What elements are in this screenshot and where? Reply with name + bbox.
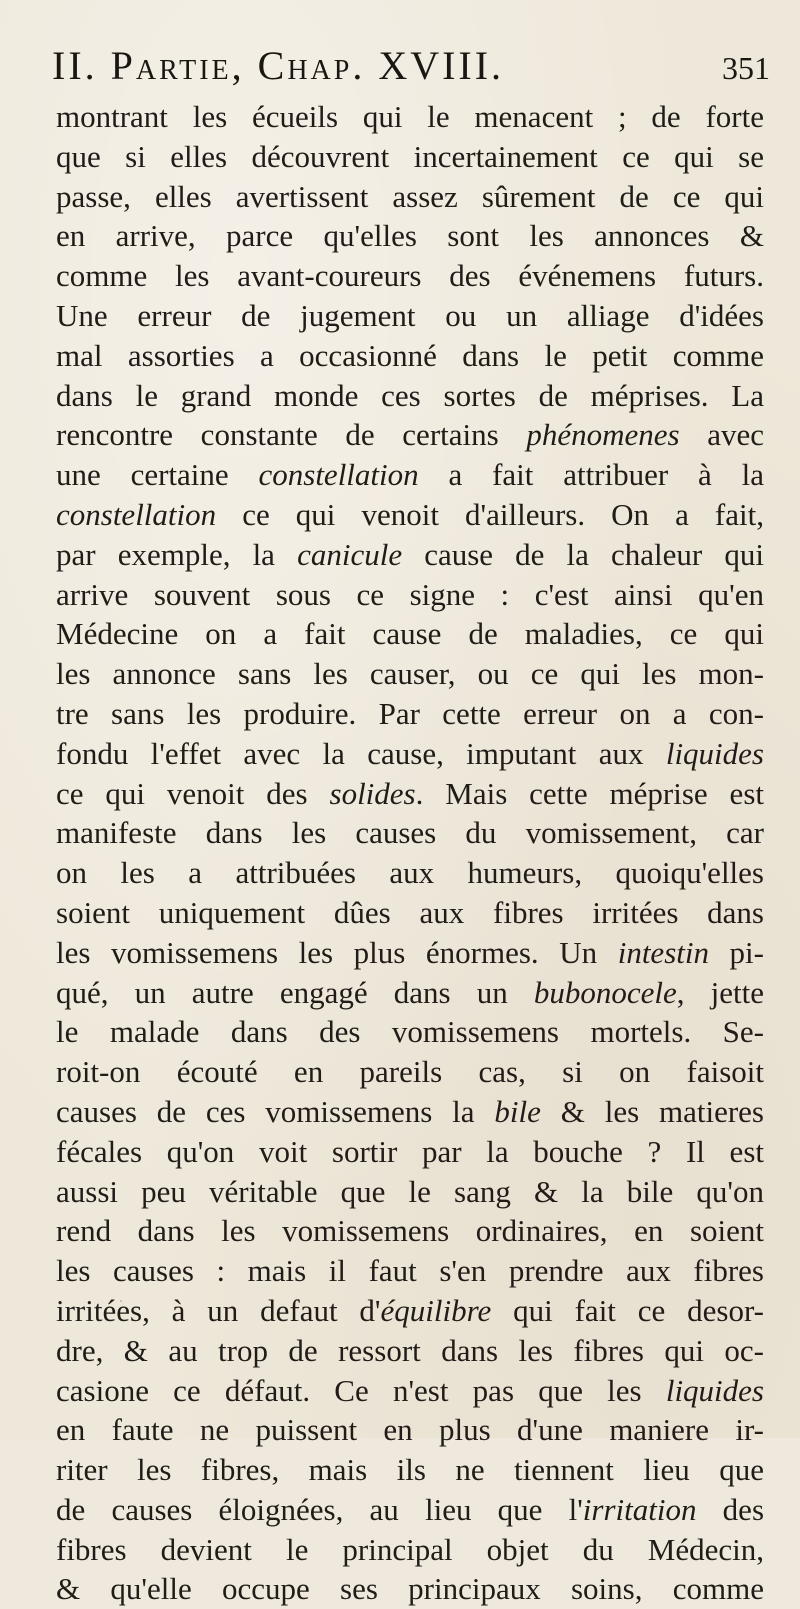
text-line [56, 296, 764, 336]
text-run: Médecine on a fait cause de maladies, ce qui [56, 616, 764, 652]
italic-term: canicule [297, 536, 403, 572]
text-run: tre sans les produire. Par cette erreur on a con- [56, 695, 764, 731]
text-line [56, 1331, 764, 1371]
text-run: qué, un autre engagé dans un [56, 974, 534, 1010]
text-run: on les a attribuées aux humeurs, quoiqu'elles [56, 855, 764, 891]
text-run: & les matieres [540, 1093, 764, 1129]
text-run: fibres devient le principal objet du Médecin, [56, 1531, 764, 1567]
text-run: ce qui venoit des [56, 775, 330, 811]
text-run: de causes éloignées, au lieu que l' [56, 1491, 583, 1527]
italic-term: solides [329, 775, 416, 811]
text-run: roit-on écouté en pareils cas, si on faisoit [56, 1054, 764, 1090]
text-run: les vomissemens les plus énormes. Un [56, 934, 618, 970]
running-head-title: II. Partie, Chap. XVIII. [52, 43, 505, 88]
text-run: en faute ne puissent en plus d'une maniere ir- [56, 1412, 764, 1448]
text-run: . Mais cette méprise est [415, 775, 764, 811]
italic-term: liquides [665, 735, 764, 771]
text-run: par exemple, la [56, 536, 298, 572]
text-run: fondu l'effet avec la cause, imputant aux [56, 735, 666, 771]
text-run: dre, & au trop de ressort dans les fibres qui oc- [56, 1332, 764, 1368]
text-line [56, 614, 764, 654]
text-run: pi- [708, 934, 764, 970]
italic-term: liquides [665, 1372, 764, 1408]
text-run: montrant les écueils qui le menacent ; de forte [56, 99, 764, 134]
text-run: Une erreur de jugement ou un alliage d'idées [56, 297, 764, 333]
text-run: que si elles découvrent incertainement ce qui se [56, 138, 764, 174]
text-run: fécales qu'on voit sortir par la bouche ? Il est [56, 1133, 764, 1169]
text-run: causes de ces vomissemens la [56, 1093, 495, 1129]
text-line [56, 1211, 764, 1251]
text-run: mal assorties a occasionné dans le petit comme [56, 337, 764, 373]
text-line [56, 177, 764, 217]
text-run: passe, elles avertissent assez sûrement de ce qui [56, 178, 764, 214]
text-run: les annonce sans les causer, ou ce qui les mon- [56, 656, 764, 692]
italic-term: bubonocele [533, 974, 677, 1010]
text-run: avec [679, 417, 764, 453]
text-run: casione ce défaut. Ce n'est pas que les [56, 1372, 666, 1408]
text-line [56, 1371, 764, 1411]
text-run: ce qui venoit d'ailleurs. On a fait, [216, 496, 764, 532]
text-run: aussi peu véritable que le sang & la bile qu'on [56, 1173, 764, 1209]
text-run: dans le grand monde ces sortes de méprises. La [56, 377, 764, 413]
text-run: les causes : mais il faut s'en prendre aux fibres [56, 1253, 764, 1289]
text-line [56, 973, 764, 1013]
paper-speck [120, 1300, 122, 1302]
page-number: 351 [722, 50, 770, 86]
text-line [56, 1569, 764, 1609]
text-run: rend dans les vomissemens ordinaires, en soient [56, 1213, 764, 1249]
text-run: soient uniquement dûes aux fibres irritées dans [56, 894, 764, 930]
text-line [56, 1450, 764, 1490]
text-run: en arrive, parce qu'elles sont les annonces & [56, 218, 764, 254]
text-line [56, 734, 764, 774]
text-run: rencontre constante de certains [56, 417, 527, 453]
text-line [56, 1052, 764, 1092]
text-line [56, 216, 764, 256]
text-run: comme les avant-coureurs des événemens futurs. [56, 258, 764, 294]
text-run: cause de la chaleur qui [402, 536, 764, 572]
text-line [56, 1132, 764, 1172]
text-run: qui fait ce desor- [491, 1292, 764, 1328]
paper-speck [430, 1398, 432, 1400]
text-line [56, 813, 764, 853]
text-line [56, 336, 764, 376]
text-line [56, 1291, 764, 1331]
text-line [56, 1251, 764, 1291]
text-run: arrive souvent sous ce signe : c'est ainsi qu'en [56, 576, 764, 612]
text-line [56, 376, 764, 416]
italic-term: constellation [258, 457, 419, 493]
text-line [56, 1012, 764, 1052]
text-line [56, 535, 764, 575]
text-line [56, 256, 764, 296]
text-line [56, 1172, 764, 1212]
text-run: riter les fibres, mais ils ne tiennent lieu que [56, 1452, 764, 1488]
text-line [56, 694, 764, 734]
running-head [52, 40, 772, 92]
text-run: le malade dans des vomissemens mortels. Se- [56, 1014, 764, 1050]
text-line [56, 1092, 764, 1132]
text-run: , jette [676, 974, 764, 1010]
text-line [56, 893, 764, 933]
text-run: une certaine [56, 457, 259, 493]
text-run: a fait attribuer à la [418, 457, 764, 493]
italic-term: constellation [56, 496, 217, 532]
text-run: & qu'elle occupe ses principaux soins, comme [56, 1571, 764, 1607]
italic-term: équilibre [380, 1292, 492, 1328]
paper-speck [737, 1186, 740, 1189]
italic-term: intestin [617, 934, 709, 970]
text-line [56, 137, 764, 177]
italic-term: irritation [582, 1491, 697, 1527]
text-run: des [696, 1491, 765, 1527]
text-line [56, 575, 764, 615]
text-line [56, 774, 764, 814]
text-line [56, 933, 764, 973]
text-line [56, 415, 764, 455]
text-line [56, 654, 764, 694]
italic-term: bile [494, 1093, 541, 1129]
text-line [56, 853, 764, 893]
text-line [56, 1410, 764, 1450]
italic-term: phénomenes [526, 417, 680, 453]
text-line [56, 97, 764, 137]
body-text [56, 97, 764, 1609]
text-line [56, 495, 764, 535]
text-line [56, 1490, 764, 1530]
text-run: manifeste dans les causes du vomissement, car [56, 815, 764, 851]
text-line [56, 1530, 764, 1570]
text-line [56, 455, 764, 495]
text-run: irritées, à un defaut d' [56, 1292, 381, 1328]
